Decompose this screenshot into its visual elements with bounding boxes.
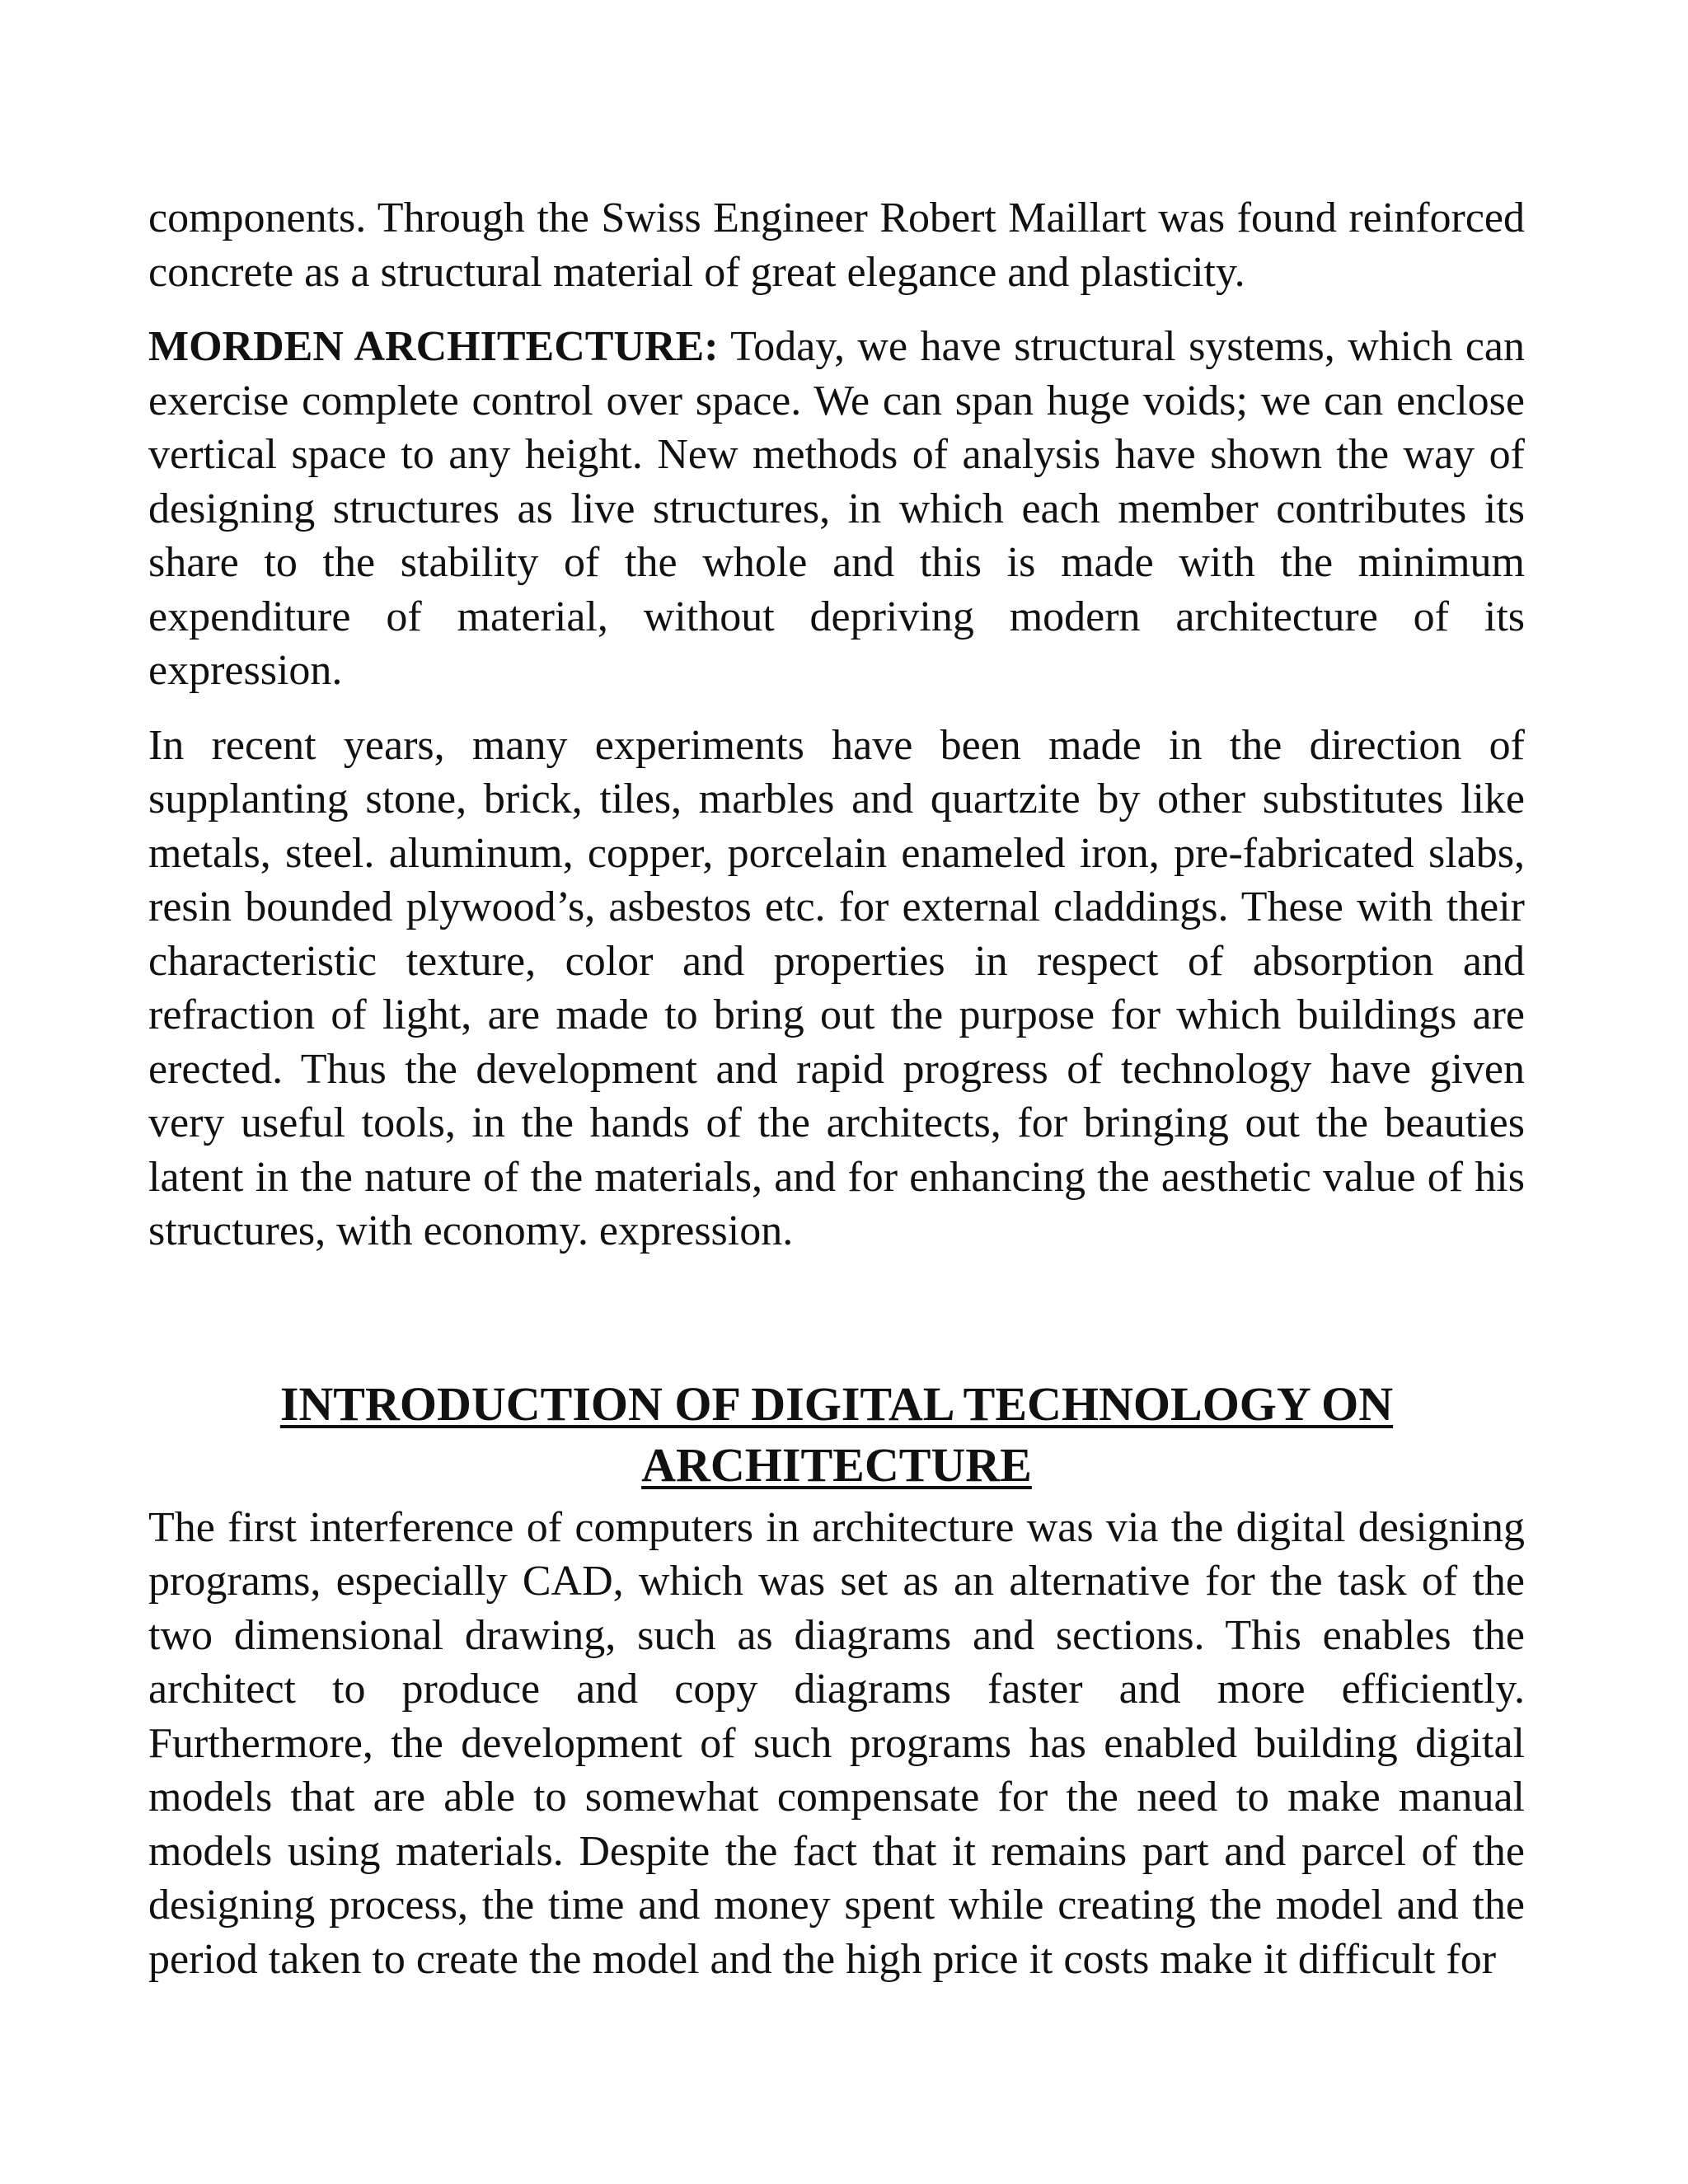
paragraph-maillart: components. Through the Swiss Engineer Robert Maillart was found reinforced concrete as a structural material of great elegance and plasticity. bbox=[148, 194, 1525, 296]
section-lead-modern-architecture: MORDEN ARCHITECTURE: bbox=[148, 323, 719, 370]
section-heading-line-2: ARCHITECTURE bbox=[641, 1437, 1032, 1492]
document-page bbox=[148, 191, 1525, 1986]
paragraph-recent-years: In recent years, many experiments have been made in the direction of supplanting stone, brick, tiles, marbles and quartzite by other substitutes like metals, steel. aluminum, copper, porcelain enameled iron, pre-fabricated slabs, resin bounded plywood’s, asbestos etc. for external claddings. These with their characteristic texture, color and properties in respect of absorption and refraction of light, are made to bring out the purpose for which buildings are erected. Thus the development and rapid progress of technology have given very useful tools, in the hands of the architects, for bringing out the beauties latent in the nature of the materials, and for enhancing the aesthetic value of his structures, with economy. expression. bbox=[148, 721, 1525, 1254]
paragraph-modern-architecture-body: Today, we have structural systems, which can exercise complete control over space. We can span huge voids; we can enclose vertical space to any height. New methods of analysis have shown the way of designing structures as live structures, in which each member contributes its share to the stability of the whole and this is made with the minimum expenditure of material, without depriving modern architecture of its expression. bbox=[148, 323, 1525, 694]
paragraph-digital-intro: The first interference of computers in architecture was via the digital designing programs, especially CAD, which was set as an alternative for the task of the two dimensional drawing, such as diagrams and sections. This enables the architect to produce and copy diagrams faster and more efficiently. Furthermore, the development of such programs has enabled building digital models that are able to somewhat compensate for the need to make manual models using materials. Despite the fact that it remains part and parcel of the designing process, the time and money spent while creating the model and the period taken to create the model and the high price it costs make it difficult for bbox=[148, 1503, 1525, 1983]
paragraph-modern-architecture bbox=[148, 320, 1525, 698]
section-heading-line-1: INTRODUCTION OF DIGITAL TECHNOLOGY ON bbox=[279, 1376, 1394, 1431]
section-heading bbox=[148, 1374, 1525, 1496]
